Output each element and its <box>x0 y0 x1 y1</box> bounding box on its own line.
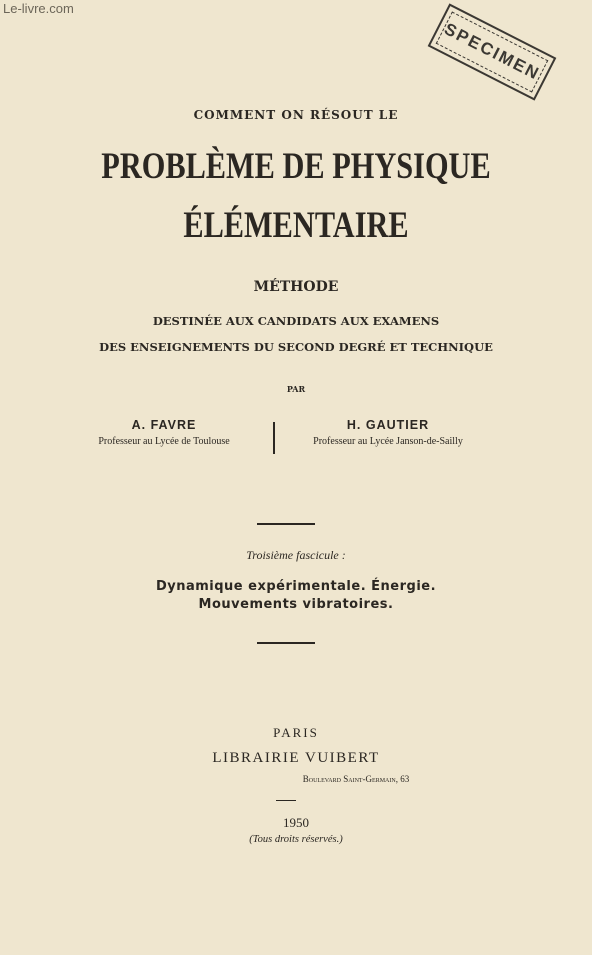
author-1-name: A. FAVRE <box>131 418 197 432</box>
par-label: PAR <box>286 384 306 394</box>
divider-rule-top <box>257 523 315 525</box>
header-line: COMMENT ON RÉSOUT LE <box>193 108 399 122</box>
author-2 <box>278 418 498 447</box>
author-2-role: Professeur au Lycée Janson-de-Sailly <box>313 436 463 447</box>
watermark-text: Le-livre.com <box>3 1 74 16</box>
topics-line-2: Mouvements vibratoires. <box>198 597 394 612</box>
stamp-text: SPECIMEN <box>441 19 544 84</box>
author-divider <box>273 422 275 454</box>
publisher-address: Boulevard Saint-Germain, 63 <box>302 774 410 784</box>
topics-line-1: Dynamique expérimentale. Énergie. <box>155 579 437 594</box>
method-heading: MÉTHODE <box>253 279 339 295</box>
title-line-1: PROBLÈME DE PHYSIQUE <box>101 146 491 187</box>
stamp-inner-border <box>436 11 549 92</box>
subtitle-line-1: DESTINÉE AUX CANDIDATS AUX EXAMENS <box>152 314 440 328</box>
title-line-2: ÉLÉMENTAIRE <box>183 205 409 246</box>
fascicle-label: Troisième fascicule : <box>246 548 346 562</box>
publisher-name: LIBRAIRIE VUIBERT <box>212 750 380 766</box>
specimen-stamp <box>428 3 557 100</box>
divider-rule-small <box>276 800 296 801</box>
divider-rule-bottom <box>257 642 315 644</box>
author-1-role: Professeur au Lycée de Toulouse <box>98 436 230 447</box>
author-1 <box>60 418 268 447</box>
rights-notice: (Tous droits réservés.) <box>249 834 343 845</box>
authors-block <box>40 418 552 458</box>
publication-year: 1950 <box>283 815 309 830</box>
subtitle-line-2: DES ENSEIGNEMENTS DU SECOND DEGRÉ ET TECHNIQUE <box>99 340 493 354</box>
author-2-name: H. GAUTIER <box>346 418 430 432</box>
publisher-city: PARIS <box>273 725 319 740</box>
